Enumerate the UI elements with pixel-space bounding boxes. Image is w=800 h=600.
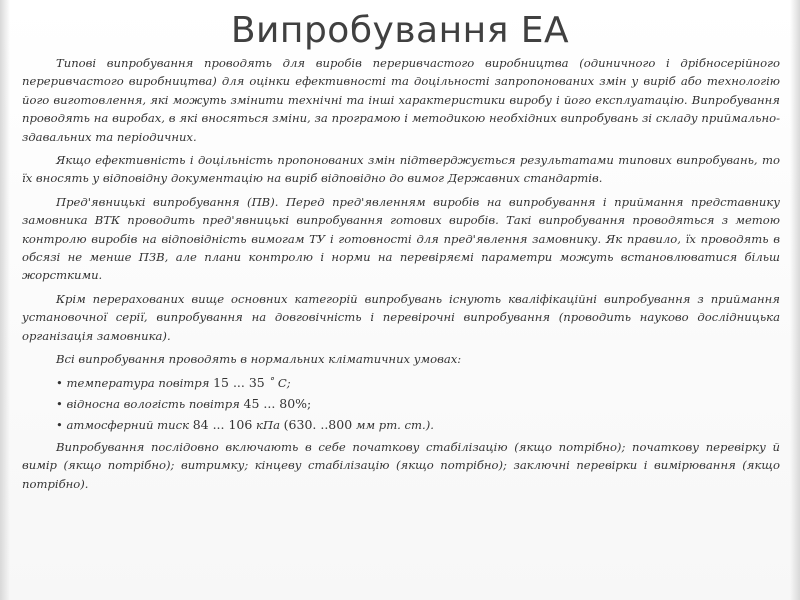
condition-temperature-label: • температура повітря [56,375,210,390]
condition-pressure-extra: (630. ..800 [283,417,353,433]
condition-pressure-label: • атмосферний тиск [56,418,190,433]
condition-temperature [22,374,780,392]
paragraph-presentation-tests: Пред'явницькі випробування (ПВ). Перед пред'явленням виробів на випробування і приймання представнику замовника ВТК проводить пред'явницькі випробування готових виробів. Такі випробування проводяться з метою контролю виробів на відповідність вимогам ТУ і готовності для пред'явлення замовнику. Як правило, їх проводять в обсязі не менше ПЗВ, але плани контролю і норми на перевіряємі параметри можуть встановлюватися більш жорсткими. [22,194,780,283]
condition-humidity-value: 45 ... 80%; [243,395,312,411]
slide-title: Випробування ЕА [230,10,570,51]
condition-pressure-unit: кПа [256,418,280,433]
slide-body [22,54,780,498]
paragraph-other-tests: Крім перерахованих вище основних категорій випробувань існують кваліфікаційні випробування з приймання установочної серії, випробування на довговічність і перевірочні випробування (проводить науково дослідницька організація замовника). [22,291,780,343]
paragraph-typical-tests: Типові випробування проводять для виробів переривчастого виробництва (одиничного і дрібносерійного переривчастого виробництва) для оцінки ефективності та доцільності запропонованих змін у виріб або технологію його виготовлення, які можуть змінити технічні та інші характеристики виробу і його експлуатацію. Випробування проводять на виробах, в які вносяться зміни, за програмою і методикою необхідних випробувань зі складу приймально-здавальних та періодичних. [22,56,780,144]
condition-pressure-value: 84 ... 106 [192,417,253,433]
condition-pressure-extra-unit: мм рт. ст.). [355,418,434,433]
condition-temperature-value: 15 ... 35 [213,374,265,390]
paragraph-conditions-intro: Всі випробування проводять в нормальних кліматичних умовах: [56,352,462,367]
left-edge-shadow [0,0,10,600]
paragraph-test-sequence: Випробування послідовно включають в себе початкову стабілізацію (якщо потрібно); початкову перевірку й вимір (якщо потрібно); витримку; кінцеву стабілізацію (якщо потрібно); заключні перевірки і вимірювання (якщо потрібно). [22,439,780,491]
condition-humidity [22,395,780,413]
condition-pressure [22,416,780,434]
paragraph-efficiency: Якщо ефективність і доцільність пропонованих змін підтверджується результатами типових випробувань, то їх вносять у відповідну документацію на виріб відповідно до вимог Державних стандартів. [22,153,780,186]
condition-temperature-unit: ˚ С; [268,375,291,390]
condition-humidity-label: • відносна вологість повітря [56,396,240,411]
right-edge-shadow [790,0,800,600]
